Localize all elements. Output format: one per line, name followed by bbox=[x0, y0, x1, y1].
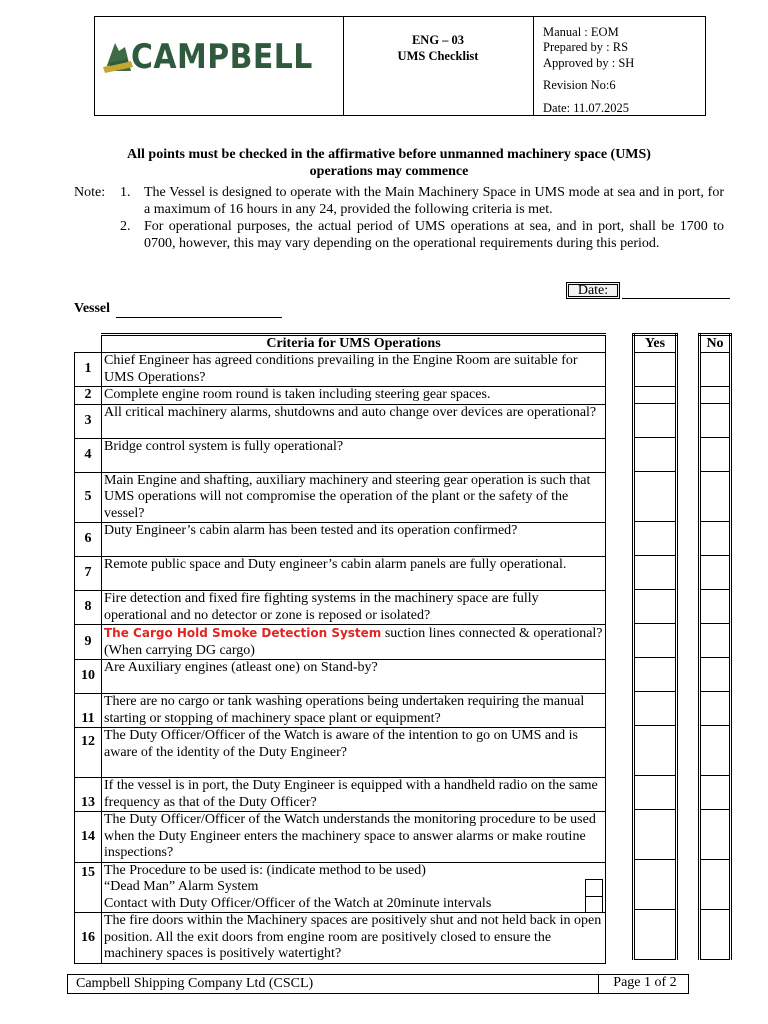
no-checkbox-cell[interactable] bbox=[700, 472, 731, 522]
date-label: Date: bbox=[566, 282, 620, 299]
row-criterion-rest: suction lines connected & operational? (When carrying DG cargo) bbox=[104, 626, 603, 658]
procedure-option: Contact with Duty Officer/Officer of the Watch at 20minute intervals bbox=[104, 895, 492, 911]
no-checkbox-cell[interactable] bbox=[700, 387, 731, 404]
yes-checkbox-cell[interactable] bbox=[634, 624, 677, 658]
yes-checkbox-cell[interactable] bbox=[634, 910, 677, 960]
table-row bbox=[75, 913, 606, 964]
yes-column bbox=[632, 333, 678, 960]
vessel-label: Vessel bbox=[74, 301, 111, 316]
vessel-input-line[interactable] bbox=[116, 317, 282, 318]
no-checkbox-cell[interactable] bbox=[700, 353, 731, 387]
logo-wordmark: CAMPBELL bbox=[131, 37, 313, 77]
yes-checkbox-cell[interactable] bbox=[634, 776, 677, 810]
revision-date: Date: 11.07.2025 bbox=[543, 101, 629, 115]
row-criterion: The Duty Officer/Officer of the Watch is aware of the intention to go on UMS and is aware of the identity of the Duty Engineer? bbox=[102, 728, 606, 778]
table-row bbox=[75, 404, 606, 438]
table-header-row bbox=[75, 335, 606, 353]
row-number: 8 bbox=[75, 591, 102, 625]
note-1-number: 1. bbox=[120, 185, 131, 200]
prepared-by: Prepared by : RS bbox=[543, 40, 629, 54]
row-criterion: Main Engine and shafting, auxiliary machinery and steering gear operation is such that UMS operations will not compromise the operation of the plant or the safety of the vessel? bbox=[102, 472, 606, 523]
row-criterion: Fire detection and fixed fire fighting systems in the machinery space are fully operational and no detector or zone is reposed or isolated? bbox=[102, 591, 606, 625]
yes-checkbox-cell[interactable] bbox=[634, 404, 677, 438]
yes-checkbox-cell[interactable] bbox=[634, 556, 677, 590]
page-title-line1: All points must be checked in the affirmative before unmanned machinery space (UMS) bbox=[127, 147, 651, 162]
page-title-line2: operations may commence bbox=[309, 164, 469, 179]
row-criterion: All critical machinery alarms, shutdowns and auto change over devices are operational? bbox=[102, 404, 606, 438]
table-row bbox=[75, 728, 606, 778]
row-number: 3 bbox=[75, 404, 102, 438]
row-number: 13 bbox=[75, 778, 102, 812]
yes-checkbox-cell[interactable] bbox=[634, 692, 677, 726]
yes-checkbox-cell[interactable] bbox=[634, 522, 677, 556]
row-criterion: There are no cargo or tank washing operations being undertaken requiring the manual starting or stopping of machinery space plant or equipment? bbox=[102, 694, 606, 728]
note-label: Note: bbox=[74, 185, 106, 200]
campbell-logo-icon bbox=[101, 37, 135, 77]
no-checkbox-cell[interactable] bbox=[700, 624, 731, 658]
date-input-line[interactable] bbox=[622, 298, 730, 299]
red-highlight-text: The Cargo Hold Smoke Detection System bbox=[104, 626, 382, 640]
doc-title-cell bbox=[343, 17, 534, 115]
criteria-table bbox=[74, 333, 606, 964]
no-checkbox-cell[interactable] bbox=[700, 910, 731, 960]
row-number: 4 bbox=[75, 438, 102, 472]
row-number: 7 bbox=[75, 557, 102, 591]
no-checkbox-cell[interactable] bbox=[700, 404, 731, 438]
table-row bbox=[75, 660, 606, 694]
row-number: 10 bbox=[75, 660, 102, 694]
row-criterion bbox=[102, 862, 606, 913]
yes-checkbox-cell[interactable] bbox=[634, 726, 677, 776]
table-row bbox=[75, 812, 606, 863]
yes-checkbox-cell[interactable] bbox=[634, 472, 677, 522]
row-number: 16 bbox=[75, 913, 102, 964]
manual-label: Manual : EOM bbox=[543, 25, 619, 39]
note-2-number: 2. bbox=[120, 219, 131, 234]
row-criterion: Complete engine room round is taken including steering gear spaces. bbox=[102, 387, 606, 405]
yes-checkbox-cell[interactable] bbox=[634, 810, 677, 860]
row-number: 6 bbox=[75, 523, 102, 557]
row-criterion: Remote public space and Duty engineer’s cabin alarm panels are fully operational. bbox=[102, 557, 606, 591]
table-row bbox=[75, 862, 606, 913]
yes-checkbox-cell[interactable] bbox=[634, 860, 677, 910]
table-row bbox=[75, 778, 606, 812]
doc-code: ENG – 03 bbox=[411, 33, 465, 47]
table-row bbox=[75, 694, 606, 728]
no-checkbox-cell[interactable] bbox=[700, 776, 731, 810]
yes-header: Yes bbox=[634, 335, 677, 353]
no-checkbox-cell[interactable] bbox=[700, 658, 731, 692]
row-number: 9 bbox=[75, 625, 102, 660]
company-name: Campbell Shipping Company Ltd (CSCL) bbox=[76, 976, 314, 991]
row-number: 5 bbox=[75, 472, 102, 523]
row-criterion: The fire doors within the Machinery spaces are positively shut and not held back in open position. All the exit doors from engine room are positively closed to ensure the machinery spaces is positively watertight? bbox=[102, 913, 606, 964]
no-checkbox-cell[interactable] bbox=[700, 522, 731, 556]
procedure-line: The Procedure to be used is: (indicate method to be used) bbox=[104, 862, 426, 878]
yes-checkbox-cell[interactable] bbox=[634, 353, 677, 387]
table-row bbox=[75, 591, 606, 625]
row-criterion: Bridge control system is fully operational? bbox=[102, 438, 606, 472]
approved-by: Approved by : SH bbox=[543, 56, 635, 70]
table-row bbox=[75, 438, 606, 472]
no-checkbox-cell[interactable] bbox=[700, 438, 731, 472]
procedure-checkbox[interactable] bbox=[585, 896, 603, 913]
yes-checkbox-cell[interactable] bbox=[634, 438, 677, 472]
no-checkbox-cell[interactable] bbox=[700, 556, 731, 590]
row-number: 1 bbox=[75, 353, 102, 387]
revision-number: Revision No:6 bbox=[543, 78, 616, 92]
note-2-text: For operational purposes, the actual period of UMS operations at sea, and in port, shall be 1700 to 0700, however, this may vary depending on the operational requirements during this period. bbox=[144, 219, 724, 251]
row-number: 15 bbox=[75, 862, 102, 913]
row-number: 11 bbox=[75, 694, 102, 728]
row-number: 14 bbox=[75, 812, 102, 863]
no-checkbox-cell[interactable] bbox=[700, 590, 731, 624]
row-number: 2 bbox=[75, 387, 102, 405]
yes-checkbox-cell[interactable] bbox=[634, 658, 677, 692]
doc-meta-cell bbox=[533, 17, 705, 115]
no-column bbox=[698, 333, 732, 960]
row-criterion: The Duty Officer/Officer of the Watch understands the monitoring procedure to be used when the Duty Engineer enters the machinery space to answer alarms or make routine inspections? bbox=[102, 812, 606, 863]
procedure-checkbox[interactable] bbox=[585, 879, 603, 897]
page-number: Page 1 of 2 bbox=[598, 975, 691, 993]
row-criterion: Duty Engineer’s cabin alarm has been tested and its operation confirmed? bbox=[102, 523, 606, 557]
row-criterion: If the vessel is in port, the Duty Engineer is equipped with a handheld radio on the same frequency as that of the Duty Officer? bbox=[102, 778, 606, 812]
no-header: No bbox=[700, 335, 731, 353]
criteria-header: Criteria for UMS Operations bbox=[102, 335, 606, 353]
table-row bbox=[75, 557, 606, 591]
yes-checkbox-cell[interactable] bbox=[634, 590, 677, 624]
table-row bbox=[75, 387, 606, 405]
row-number: 12 bbox=[75, 728, 102, 778]
table-row bbox=[75, 523, 606, 557]
table-row bbox=[75, 625, 606, 660]
page-footer bbox=[67, 974, 689, 994]
row-criterion: Chief Engineer has agreed conditions prevailing in the Engine Room are suitable for UMS Operations? bbox=[102, 353, 606, 387]
procedure-option: “Dead Man” Alarm System bbox=[104, 879, 259, 894]
no-checkbox-cell[interactable] bbox=[700, 692, 731, 726]
yes-checkbox-cell[interactable] bbox=[634, 387, 677, 404]
row-criterion: Are Auxiliary engines (atleast one) on Stand-by? bbox=[102, 660, 606, 694]
no-checkbox-cell[interactable] bbox=[700, 810, 731, 860]
row-criterion bbox=[102, 625, 606, 660]
doc-title: UMS Checklist bbox=[397, 49, 479, 63]
document-header bbox=[94, 16, 706, 116]
no-checkbox-cell[interactable] bbox=[700, 726, 731, 776]
table-row bbox=[75, 472, 606, 523]
table-row bbox=[75, 353, 606, 387]
logo-cell bbox=[95, 17, 344, 115]
no-checkbox-cell[interactable] bbox=[700, 860, 731, 910]
note-1-text: The Vessel is designed to operate with the Main Machinery Space in UMS mode at sea and in port, for a maximum of 16 hours in any 24, provided the following criteria is met. bbox=[144, 185, 724, 217]
